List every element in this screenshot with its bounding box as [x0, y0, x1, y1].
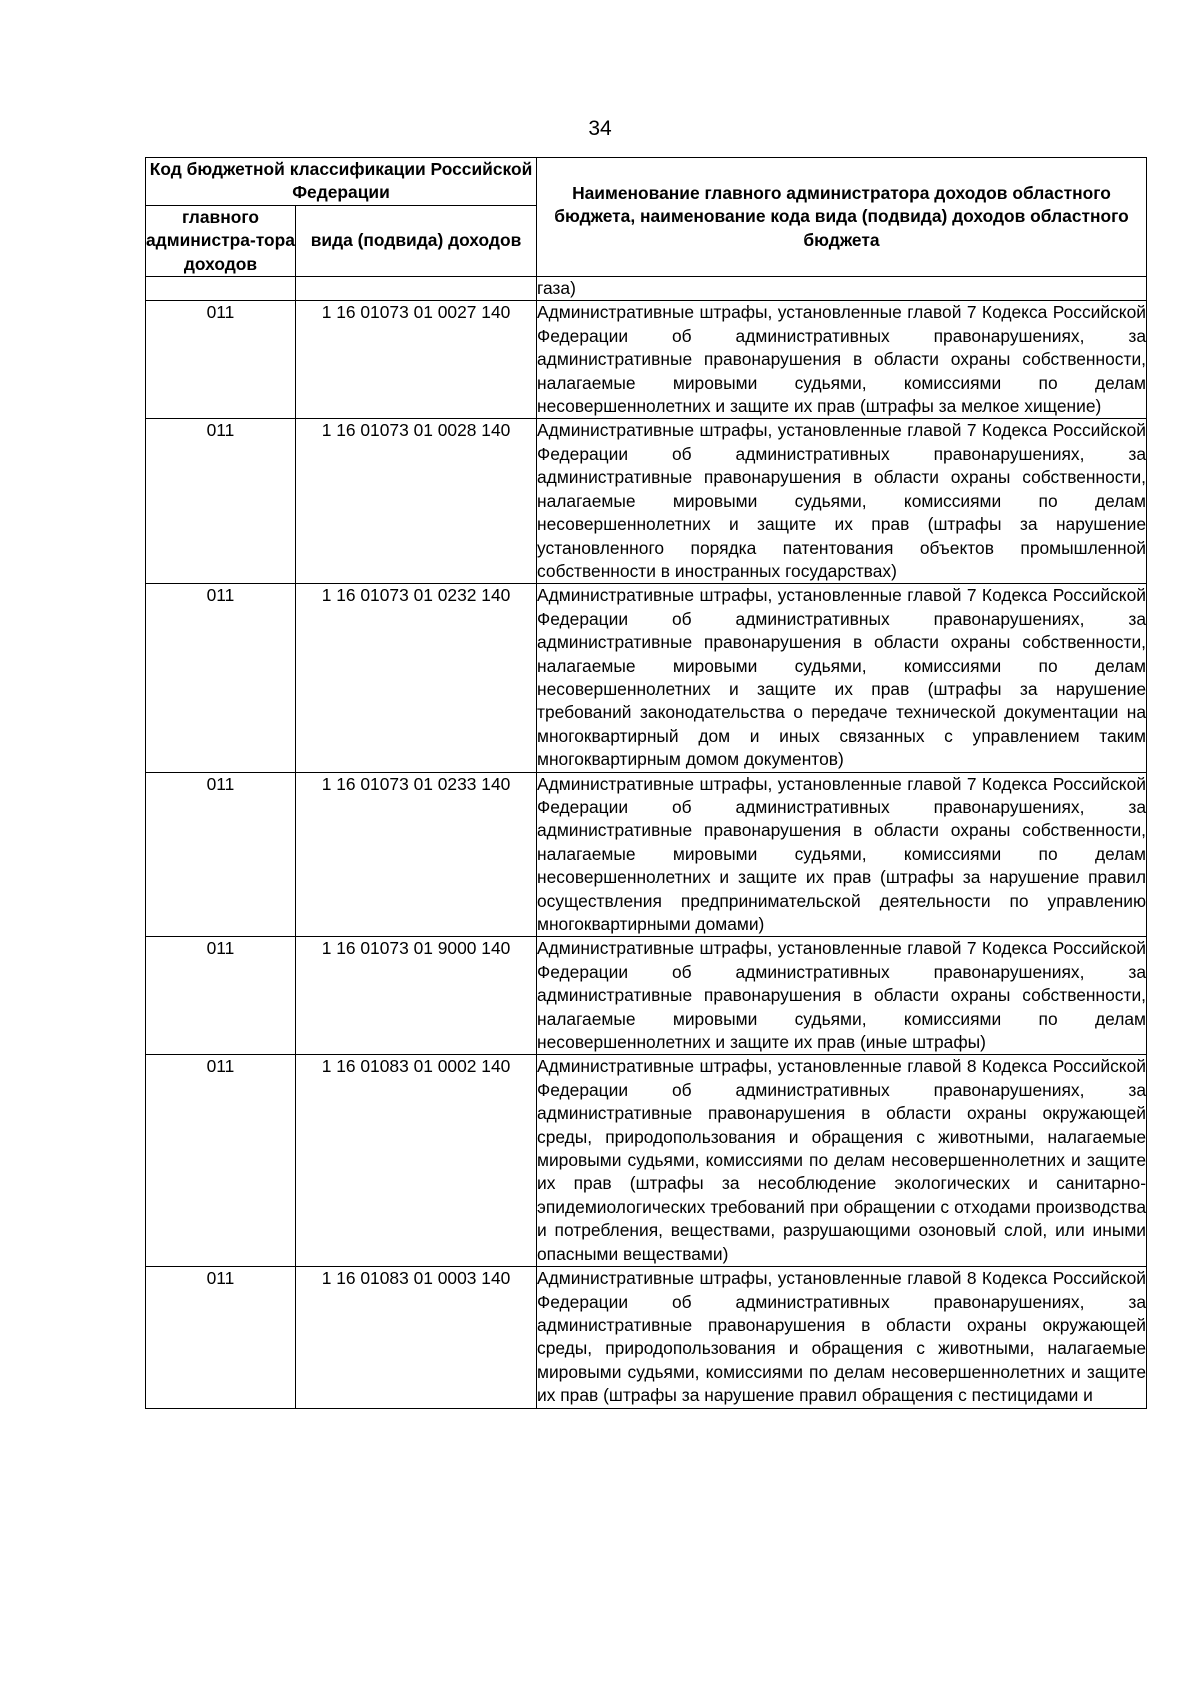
table-row	[146, 301, 1147, 419]
cell-admin-code: 011	[146, 772, 296, 937]
table-row	[146, 419, 1147, 584]
table-row	[146, 1267, 1147, 1408]
budget-classification-table	[145, 157, 1147, 1409]
cell-income-code: 1 16 01073 01 9000 140	[296, 937, 537, 1055]
cell-admin-code: 011	[146, 584, 296, 772]
cell-income-code: 1 16 01083 01 0002 140	[296, 1055, 537, 1267]
cell-admin-code	[146, 277, 296, 301]
cell-income-code: 1 16 01083 01 0003 140	[296, 1267, 537, 1408]
cell-description: Административные штрафы, установленные главой 7 Кодекса Российской Федерации об административных правонарушениях, за административные правонарушения в области охраны собственности, налагаемые мировыми судьями, комиссиями по делам несовершеннолетних и защите их прав (штрафы за нарушение требований законодательства о передаче технической документации на многоквартирный дом и иных связанных с управлением таким многоквартирным домом документов)	[537, 584, 1147, 772]
cell-income-code	[296, 277, 537, 301]
cell-admin-code: 011	[146, 419, 296, 584]
table-row	[146, 772, 1147, 937]
cell-income-code: 1 16 01073 01 0233 140	[296, 772, 537, 937]
cell-admin-code: 011	[146, 301, 296, 419]
table-row	[146, 1055, 1147, 1267]
cell-admin-code: 011	[146, 1055, 296, 1267]
cell-description: Административные штрафы, установленные главой 8 Кодекса Российской Федерации об административных правонарушениях, за административные правонарушения в области охраны окружающей среды, природопользования и обращения с животными, налагаемые мировыми судьями, комиссиями по делам несовершеннолетних и защите их прав (штрафы за нарушение правил обращения с пестицидами и	[537, 1267, 1147, 1408]
cell-admin-code: 011	[146, 1267, 296, 1408]
cell-income-code: 1 16 01073 01 0028 140	[296, 419, 537, 584]
cell-description: Административные штрафы, установленные главой 8 Кодекса Российской Федерации об административных правонарушениях, за административные правонарушения в области охраны окружающей среды, природопользования и обращения с животными, налагаемые мировыми судьями, комиссиями по делам несовершеннолетних и защите их прав (штрафы за несоблюдение экологических и санитарно-эпидемиологических требований при обращении с отходами производства и потребления, веществами, разрушающими озоновый слой, или иными опасными веществами)	[537, 1055, 1147, 1267]
table-row	[146, 937, 1147, 1055]
cell-description: газа)	[537, 277, 1147, 301]
header-budget-code-group: Код бюджетной классификации Российской Федерации	[146, 158, 537, 206]
cell-description: Административные штрафы, установленные главой 7 Кодекса Российской Федерации об административных правонарушениях, за административные правонарушения в области охраны собственности, налагаемые мировыми судьями, комиссиями по делам несовершеннолетних и защите их прав (штрафы за мелкое хищение)	[537, 301, 1147, 419]
table-row	[146, 584, 1147, 772]
cell-income-code: 1 16 01073 01 0232 140	[296, 584, 537, 772]
cell-income-code: 1 16 01073 01 0027 140	[296, 301, 537, 419]
table-row-continuation	[146, 277, 1147, 301]
header-administrator-name: Наименование главного администратора доходов областного бюджета, наименование кода вида (подвида) доходов областного бюджета	[537, 158, 1147, 277]
page-number: 34	[588, 117, 612, 140]
cell-description: Административные штрафы, установленные главой 7 Кодекса Российской Федерации об административных правонарушениях, за административные правонарушения в области охраны собственности, налагаемые мировыми судьями, комиссиями по делам несовершеннолетних и защите их прав (штрафы за нарушение правил осуществления предпринимательской деятельности по управлению многоквартирными домами)	[537, 772, 1147, 937]
table-header	[146, 158, 1147, 277]
table-body	[146, 277, 1147, 1409]
header-main-administrator: главного администра-тора доходов	[146, 205, 296, 276]
cell-description: Административные штрафы, установленные главой 7 Кодекса Российской Федерации об административных правонарушениях, за административные правонарушения в области охраны собственности, налагаемые мировыми судьями, комиссиями по делам несовершеннолетних и защите их прав (штрафы за нарушение установленного порядка патентования объектов промышленной собственности в иностранных государствах)	[537, 419, 1147, 584]
cell-description: Административные штрафы, установленные главой 7 Кодекса Российской Федерации об административных правонарушениях, за административные правонарушения в области охраны собственности, налагаемые мировыми судьями, комиссиями по делам несовершеннолетних и защите их прав (иные штрафы)	[537, 937, 1147, 1055]
cell-admin-code: 011	[146, 937, 296, 1055]
header-income-kind: вида (подвида) доходов	[296, 205, 537, 276]
